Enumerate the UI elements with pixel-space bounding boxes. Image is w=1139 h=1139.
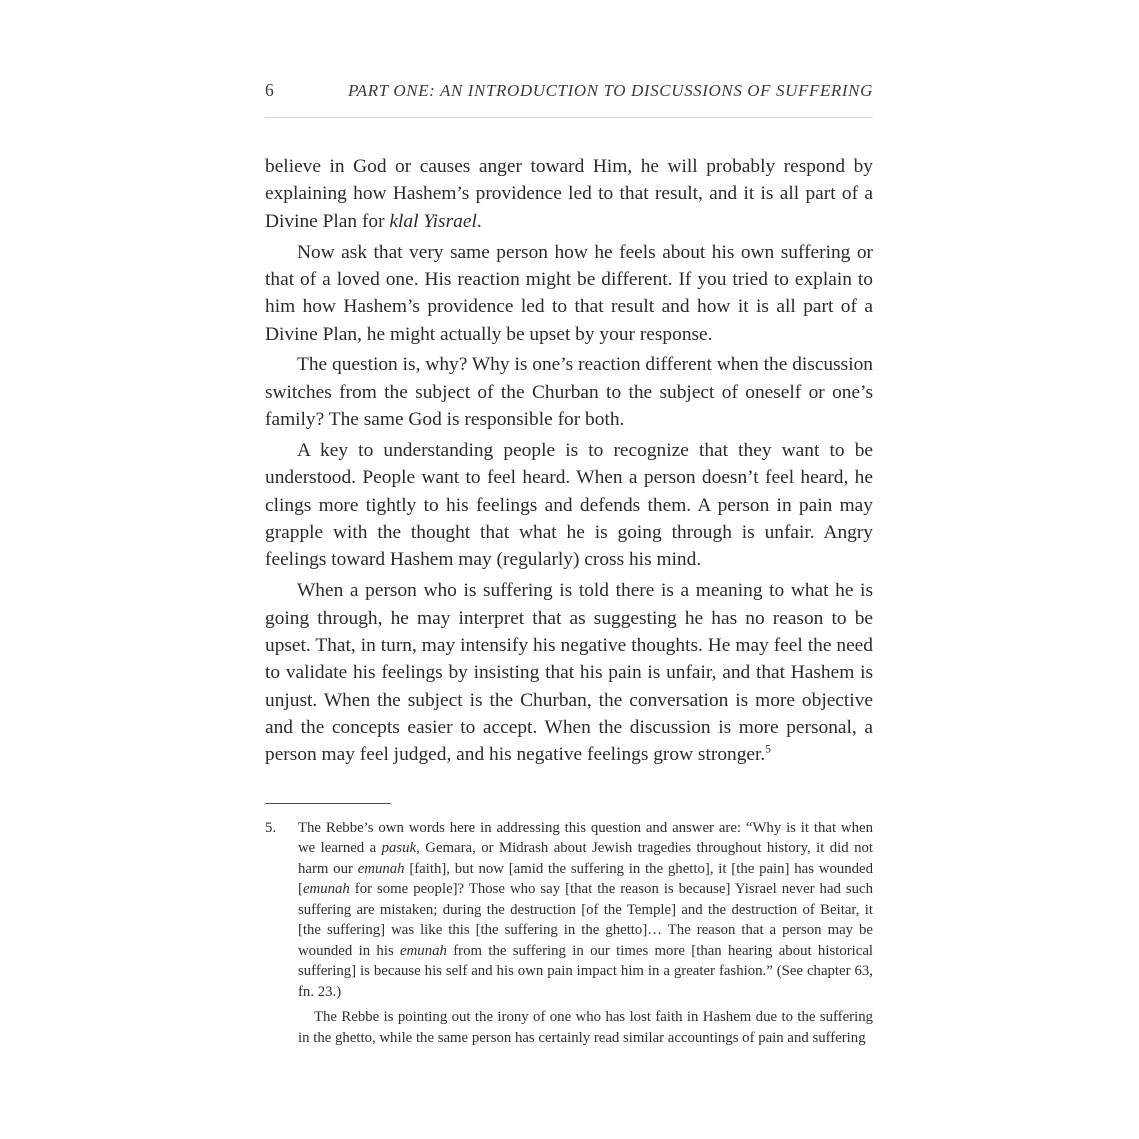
header-rule — [265, 117, 873, 118]
text-run: emunah — [357, 860, 405, 877]
running-header: PART ONE: AN INTRODUCTION TO DISCUSSIONS OF SUFFERING — [348, 81, 873, 100]
paragraph-3 — [265, 351, 873, 433]
page-header — [265, 80, 873, 101]
text-run: A key to understanding people is to recognize that they want to be understood. People want to feel heard. When a person doesn’t feel heard, he clings more tightly to his feelings and defends them. A person in pain may grapple with the thought that what he is going through is unfair. Angry feelings toward Hashem may (regularly) cross his mind. — [265, 439, 873, 571]
text-run: for some people]? Those who say [that the reason is because] Yisrael never had such suffering are mistaken; during the destruction [of the Temple] and the destruction of Beitar, it [the suffering] was like this [the suffering in the ghetto]… The reason that a person may be wounded in his — [298, 881, 873, 959]
footnote-reference: 5 — [765, 743, 771, 756]
paragraph-4 — [265, 437, 873, 574]
paragraph-2 — [265, 239, 873, 348]
text-run: The question is, why? Why is one’s reaction different when the discussion switches from the subject of the Churban to the subject of oneself or one’s family? The same God is responsible for both. — [265, 354, 873, 431]
footnote-5-text — [265, 818, 873, 1003]
text-run: emunah — [302, 881, 350, 898]
text-run: The Rebbe is pointing out the irony of one who has lost faith in Hashem due to the suffering in the ghetto, while the same person has certainly read similar accountings of pain and suffering — [298, 1009, 873, 1047]
paragraph-5 — [265, 577, 873, 768]
footnote-5-continuation — [265, 1007, 873, 1048]
text-run: . — [476, 210, 482, 232]
body-text — [265, 153, 873, 769]
text-run: Now ask that very same person how he feels about his own suffering or that of a loved one. His reaction might be different. If you tried to explain to him how Hashem’s providence led to that result and how it is all part of a Divine Plan, he might actually be upset by your response. — [265, 241, 873, 345]
text-run: When a person who is suffering is told there is a meaning to what he is going through, he may interpret that as suggesting he has no reason to be upset. That, in turn, may intensify his negative thoughts. He may feel the need to validate his feelings by insisting that his pain is unfair, and that Hashem is unjust. When the subject is the Churban, the conversation is more objective and the concepts easier to accept. When the discussion is more personal, a person may feel judged, and his negative feelings grow stronger. — [265, 580, 873, 766]
text-run: emunah — [400, 942, 447, 959]
footnotes — [265, 818, 873, 1049]
text-run: from the suffering in our times more [than hearing about historical suffering] is because his self and his own pain impact him in a greater fashion.” (See chapter 63, fn. 23.) — [298, 942, 873, 1000]
text-run: klal Yisrael — [389, 210, 477, 232]
text-run: believe in God or causes anger toward Him, he will probably respond by explaining how Hashem’s providence led to that result, and it is all part of a Divine Plan for — [265, 156, 873, 232]
page-number: 6 — [265, 80, 274, 100]
footnote-number: 5. — [265, 819, 277, 836]
text-column — [265, 80, 873, 1049]
footnote-separator — [265, 803, 391, 804]
paragraph-1 — [265, 153, 873, 235]
text-run: The Rebbe’s own words here in addressing this question and answer are: “Why is it that when we learned a — [298, 819, 873, 857]
text-run: pasuk — [381, 840, 417, 857]
text-run: , Gemara, or Midrash about Jewish tragedies throughout history, it did not harm our — [298, 840, 873, 877]
text-run: [faith], but now [amid the suffering in the ghetto], it [the pain] has wounded [ — [298, 860, 873, 898]
